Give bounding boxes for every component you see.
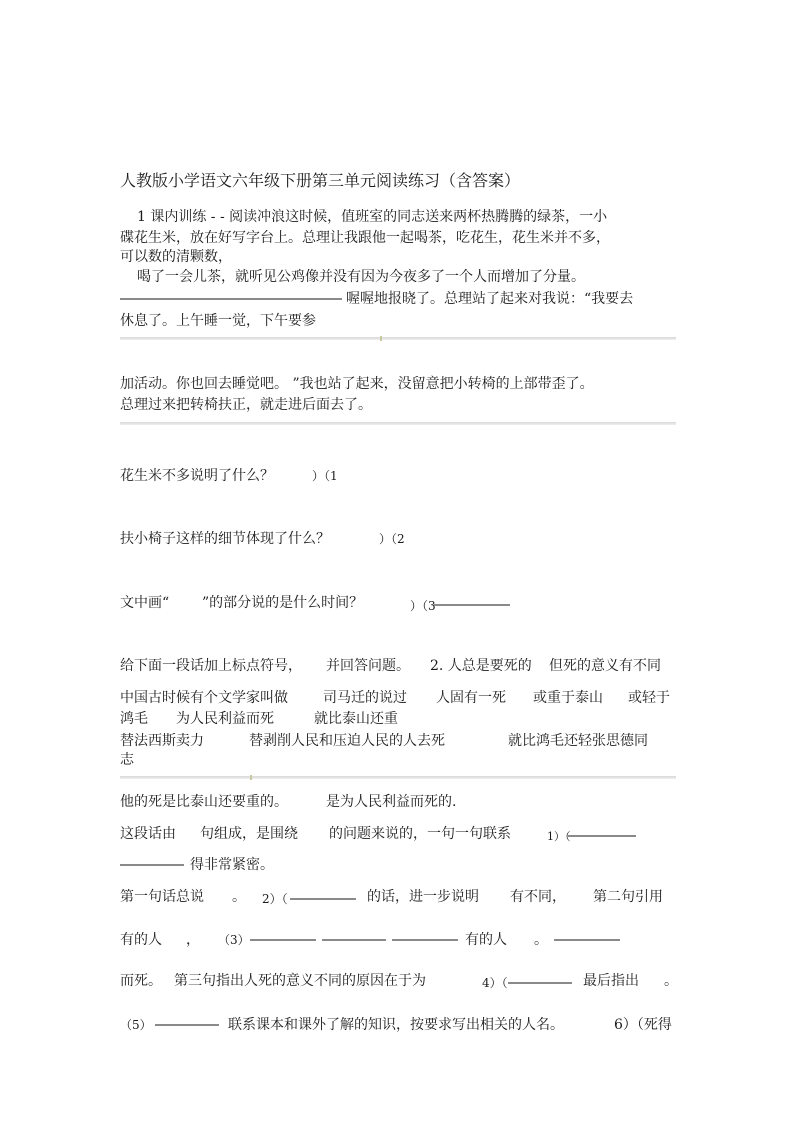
passage-line: 但死的意义有不同 bbox=[549, 658, 661, 674]
passage-line: 中国古时候有个文学家叫做 bbox=[120, 690, 288, 706]
exercise-text: 6）（死得 bbox=[614, 1017, 672, 1033]
blank-number: 4）（ bbox=[482, 976, 508, 990]
exercise-text: 联系课本和课外了解的知识，按要求写出相关的人名。 bbox=[228, 1017, 564, 1033]
answer-blank[interactable] bbox=[508, 982, 572, 984]
passage-line: 并回答问题。 bbox=[326, 658, 410, 674]
exercise-text: 而死。 bbox=[120, 973, 162, 989]
passage-line: 就比泰山还重 bbox=[314, 711, 398, 727]
exercise-text: 的问题来说的，一句一句联系 bbox=[329, 826, 511, 842]
passage-line: 或重于泰山 bbox=[533, 690, 603, 706]
exercise-text: 第三句指出人死的意义不同的原因在于为 bbox=[174, 973, 426, 989]
exercise-text: 。 bbox=[232, 889, 246, 905]
passage-line: 是为人民利益而死的. bbox=[326, 794, 457, 810]
passage-line: 为人民利益而死 bbox=[176, 711, 274, 727]
divider-line bbox=[120, 776, 676, 779]
answer-blank[interactable] bbox=[120, 298, 342, 300]
passage-line: 加活动。你也回去睡觉吧。 ”我也站了起来，没留意把小转椅的上部带歪了。 bbox=[120, 376, 594, 392]
passage-line: 人固有一死 bbox=[436, 690, 506, 706]
exercise-text: 有的人 bbox=[465, 932, 507, 948]
passage-line: 2. 人总是要死的 bbox=[430, 658, 532, 674]
exercise-text: 。 bbox=[534, 932, 548, 948]
blank-number: 2）（ bbox=[262, 892, 288, 906]
passage-line: 总理过来把转椅扶正，就走进后面去了。 bbox=[120, 397, 372, 413]
answer-blank[interactable] bbox=[554, 939, 620, 941]
divider-line bbox=[120, 422, 676, 425]
answer-blank[interactable] bbox=[322, 939, 386, 941]
blank-number: （3） bbox=[218, 933, 250, 947]
exercise-text: 。 bbox=[664, 973, 678, 989]
answer-blank[interactable] bbox=[434, 604, 510, 606]
exercise-text: 得非常紧密。 bbox=[190, 857, 274, 873]
passage-line: 鸿毛 bbox=[120, 711, 148, 727]
question-number: ）（2 bbox=[379, 532, 405, 546]
exercise-text: 第一句话总说 bbox=[120, 889, 204, 905]
blank-number: （5） bbox=[120, 1018, 152, 1032]
passage-line: 他的死是比泰山还要重的。 bbox=[120, 794, 288, 810]
exercise-text: 的话，进一步说明 bbox=[367, 889, 479, 905]
exercise-text: 最后指出 bbox=[583, 973, 639, 989]
exercise-text: 这段话由 bbox=[120, 826, 176, 842]
passage-line: 替剥削人民和压迫人民的人去死 bbox=[249, 733, 445, 749]
exercise-text: 句组成，是围绕 bbox=[200, 826, 298, 842]
passage-line: 1 课内训练 - - 阅读冲浪这时候，值班室的同志送来两杯热腾腾的绿茶，一小 bbox=[137, 209, 608, 225]
exercise-text: 有不同， bbox=[510, 889, 566, 905]
question-number: ）（3 bbox=[410, 599, 436, 613]
answer-blank[interactable] bbox=[120, 864, 184, 866]
question-text: 花生米不多说明了什么？ bbox=[120, 468, 274, 484]
divider-mark bbox=[250, 775, 252, 780]
passage-line: 就比鸿毛还轻张思德同 bbox=[508, 733, 648, 749]
blank-number: 1）（ bbox=[547, 830, 571, 843]
passage-line: 替法西斯卖力 bbox=[120, 733, 204, 749]
question-text: ”的部分说的是什么时间？ bbox=[202, 595, 364, 611]
passage-line: 喝了一会儿茶，就听见公鸡像并没有因为今夜多了一个人而增加了分量。 bbox=[137, 269, 585, 285]
passage-line: 司马迁的说过 bbox=[323, 690, 407, 706]
question-text: 扶小椅子这样的细节体现了什么？ bbox=[120, 531, 330, 547]
answer-blank[interactable] bbox=[290, 898, 356, 900]
page-title: 人教版小学语文六年级下册第三单元阅读练习（含答案） bbox=[120, 171, 521, 190]
answer-blank[interactable] bbox=[250, 939, 316, 941]
passage-line: 志 bbox=[120, 752, 134, 768]
exercise-text: 有的人 bbox=[120, 932, 162, 948]
question-number: ）（1 bbox=[312, 469, 338, 483]
answer-blank[interactable] bbox=[155, 1024, 219, 1026]
divider-mark bbox=[380, 336, 382, 341]
divider-line bbox=[120, 337, 676, 340]
answer-blank[interactable] bbox=[392, 939, 458, 941]
passage-line: 或轻于 bbox=[628, 690, 670, 706]
passage-line: 休息了。上午睡一觉，下午要参 bbox=[120, 313, 316, 329]
passage-line: 喔喔地报晓了。总理站了起来对我说：“我要去 bbox=[346, 291, 634, 307]
question-text: 文中画“ bbox=[120, 595, 170, 611]
passage-line: 给下面一段话加上标点符号， bbox=[120, 658, 302, 674]
answer-blank[interactable] bbox=[568, 835, 636, 837]
passage-line: 可以数的清颗数， bbox=[120, 249, 232, 265]
exercise-text: 第二句引用 bbox=[593, 889, 663, 905]
exercise-text: ， bbox=[186, 932, 200, 948]
passage-line: 碟花生米，放在好写字台上。总理让我跟他一起喝茶，吃花生，花生米并不多， bbox=[120, 230, 610, 246]
